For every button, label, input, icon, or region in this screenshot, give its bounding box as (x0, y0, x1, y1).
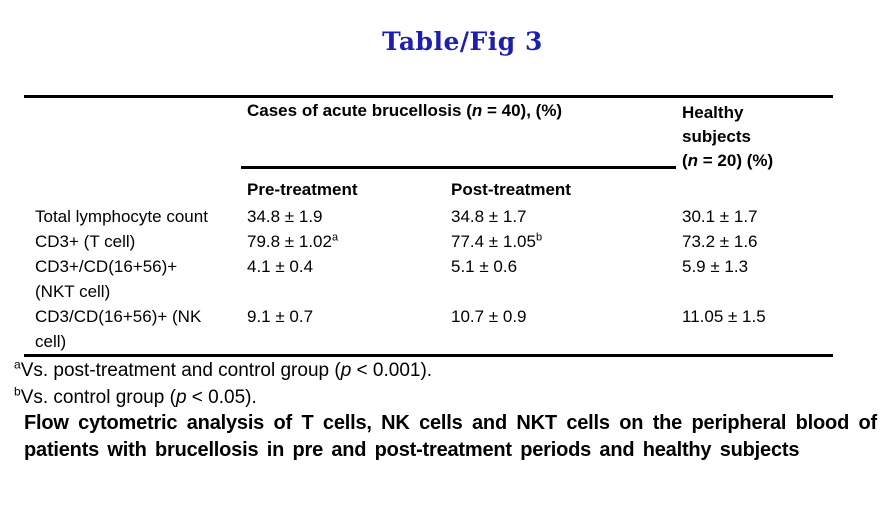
cell-value: 4.1 ± 0.4 (247, 257, 314, 276)
cell-post-treatment (451, 204, 682, 229)
cell-pre-treatment (247, 304, 451, 354)
empty-cell (24, 173, 247, 204)
row-label (24, 229, 247, 254)
table-row (24, 254, 833, 304)
row-label-line1: Total lymphocyte count (35, 207, 208, 226)
footnote-a-p: p (340, 360, 352, 381)
footnote-b-text: Vs. control group ( (20, 387, 176, 408)
footnote-a-text: Vs. post-treatment and control group ( (20, 360, 341, 381)
empty-cell (682, 173, 833, 204)
superscript-b: b (535, 231, 543, 244)
cell-value: 9.1 ± 0.7 (247, 307, 314, 326)
figure-caption: Flow cytometric analysis of T cells, NK cells and NKT cells on the peripheral blood of patients with brucellosis in pre and post-treatment periods and healthy subjects (24, 412, 877, 461)
footnote-b-marker: b (14, 384, 21, 399)
superscript-a: a (331, 231, 339, 244)
cell-value: 5.9 ± 1.3 (682, 257, 749, 276)
row-label (24, 304, 247, 354)
cell-post-treatment (451, 254, 682, 304)
cell-value: 5.1 ± 0.6 (451, 257, 518, 276)
cell-value: 77.4 ± 1.05 (451, 232, 536, 251)
cell-post-treatment (451, 229, 682, 254)
column-header-pre-treatment: Pre-treatment (247, 180, 358, 199)
group-header-text: Cases of acute brucellosis ( (247, 101, 472, 120)
column-header-healthy (682, 98, 833, 173)
healthy-header-n: n (687, 151, 699, 170)
row-label (24, 204, 247, 229)
row-label-line1: CD3/CD(16+56)+ (NK (35, 307, 202, 326)
cell-value: 34.8 ± 1.9 (247, 207, 323, 226)
table-row (24, 229, 833, 254)
figure-title: Table/Fig 3 (382, 27, 543, 56)
cell-healthy (682, 304, 833, 354)
row-label-line2: (NKT cell) (35, 282, 111, 301)
table-row (24, 304, 833, 354)
healthy-header-line2: subjects (682, 127, 751, 146)
cell-post-treatment (451, 304, 682, 354)
group-header-n: n (471, 101, 483, 120)
healthy-header-paren: ( (682, 151, 688, 170)
cell-pre-treatment (247, 204, 451, 229)
group-header-cases (241, 98, 676, 169)
cell-value: 11.05 ± 1.5 (682, 307, 766, 326)
cell-value: 10.7 ± 0.9 (451, 307, 527, 326)
footnote-a-suffix: < 0.001). (351, 360, 433, 381)
footnote-a (14, 358, 432, 384)
empty-corner-cell (24, 98, 247, 173)
healthy-header-line1: Healthy (682, 103, 744, 122)
cell-pre-treatment (247, 254, 451, 304)
row-label-line2: cell) (35, 332, 67, 351)
cell-value: 73.2 ± 1.6 (682, 232, 758, 251)
table-row (24, 204, 833, 229)
cell-value: 30.1 ± 1.7 (682, 207, 758, 226)
footnote-b-suffix: < 0.05). (186, 387, 257, 408)
footnote-b (14, 385, 257, 411)
row-label-line1: CD3+/CD(16+56)+ (35, 257, 178, 276)
table-group-header-row (24, 98, 833, 173)
cell-value: 79.8 ± 1.02 (247, 232, 332, 251)
column-header-post-treatment: Post-treatment (451, 180, 571, 199)
data-table (24, 95, 833, 357)
cell-pre-treatment (247, 229, 451, 254)
cell-healthy (682, 204, 833, 229)
row-label (24, 254, 247, 304)
group-header-suffix: = 40), (%) (482, 101, 563, 120)
healthy-header-line3 (682, 149, 833, 173)
cell-healthy (682, 254, 833, 304)
table-subheader-row (24, 173, 833, 204)
cell-healthy (682, 229, 833, 254)
row-label-line1: CD3+ (T cell) (35, 232, 136, 251)
cell-value: 34.8 ± 1.7 (451, 207, 527, 226)
footnote-a-marker: a (14, 357, 21, 372)
healthy-header-suffix: = 20) (%) (698, 151, 774, 170)
footnote-b-p: p (175, 387, 187, 408)
